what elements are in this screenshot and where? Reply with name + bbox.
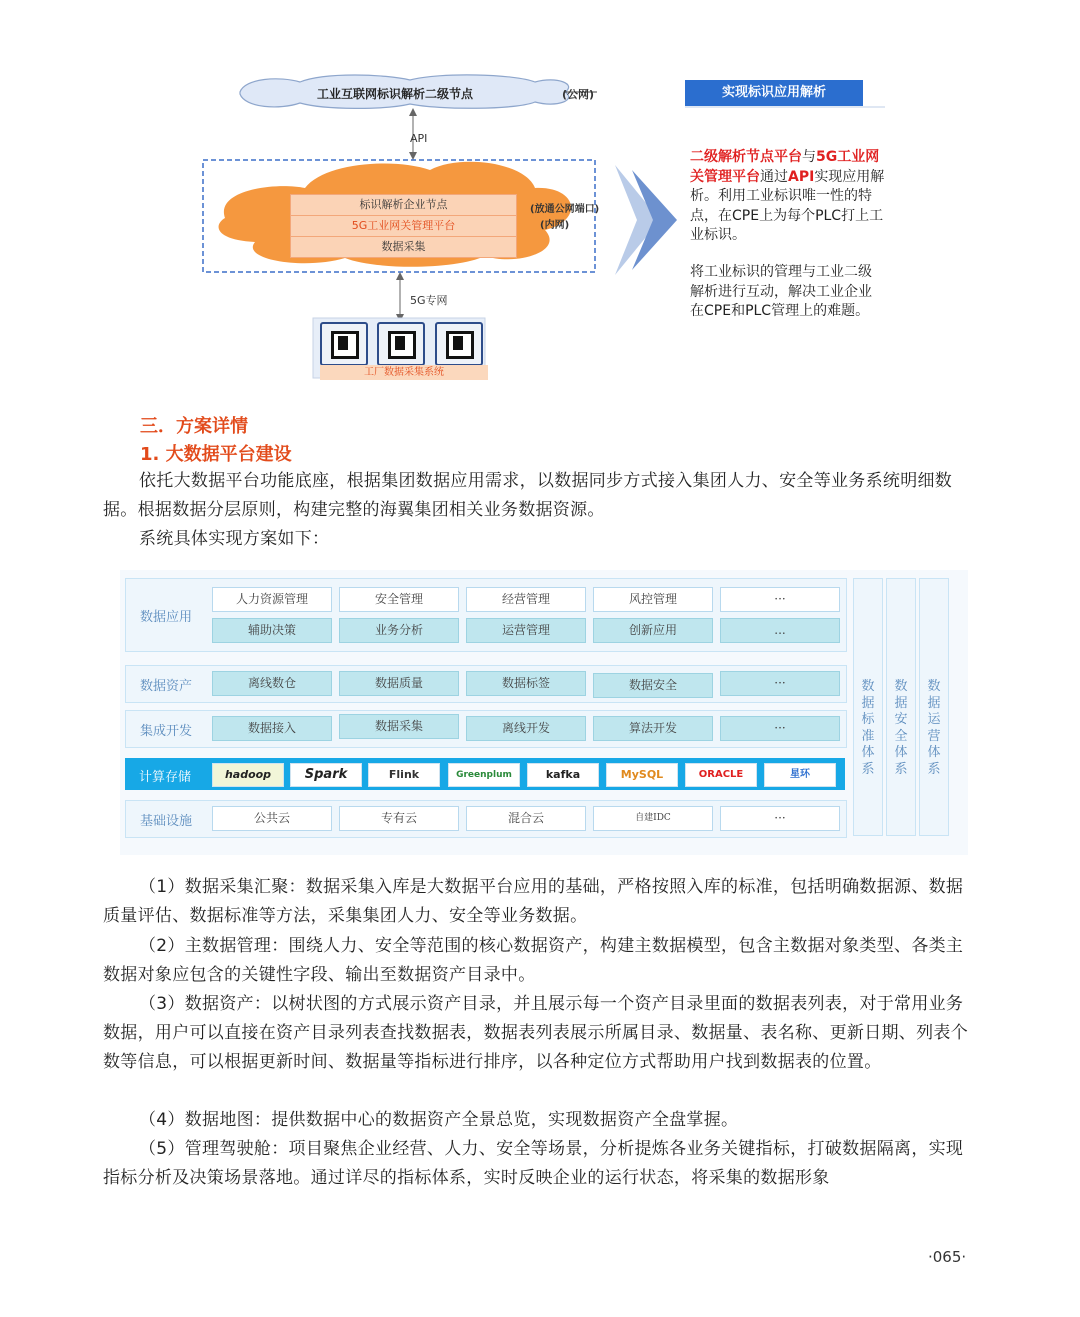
cell: 数据安全 [593, 673, 713, 698]
cell: 离线开发 [466, 716, 586, 741]
column-label: 数据运营体系 [927, 679, 941, 777]
cell: 辅助决策 [212, 618, 332, 643]
card-paragraph-1 [690, 148, 885, 246]
paragraph-5 [103, 1135, 978, 1193]
cell: 公共云 [212, 806, 332, 831]
cell: ··· [720, 587, 840, 612]
card-paragraph-2: 将工业标识的管理与工业二级解析进行互动，解决工业企业在CPE和PLC管理上的难题。 [690, 264, 872, 319]
row-label: 数据应用 [140, 610, 193, 625]
cell: 创新应用 [593, 618, 713, 643]
cell: ··· [720, 671, 840, 696]
cell: ··· [720, 716, 840, 741]
server-icon [435, 322, 483, 366]
cell: 风控管理 [593, 587, 713, 612]
card-rest: 实现应用解析。利用工业标识唯一性的特点，在CPE上为每个PLC打上工业标识。 [690, 168, 885, 243]
column-data-standard [853, 578, 883, 836]
bar-data-collection: 数据采集 [290, 236, 517, 258]
cell: 数据采集 [339, 714, 459, 739]
intro-paragraph [103, 467, 978, 525]
cell: 数据接入 [212, 716, 332, 741]
cell: 安全管理 [339, 587, 459, 612]
paragraph-text: （2）主数据管理：围绕人力、安全等范围的核心数据资产，构建主数据模型，包含主数据对象类型、各类主数据对象应包含的关键性字段、输出至数据资产目录中。 [103, 936, 964, 985]
cloud-title: 工业互联网标识解析二级节点 [316, 87, 473, 101]
cell: ... [720, 618, 840, 643]
intro-paragraph-2 [103, 525, 978, 554]
bar-5g-gateway: 5G工业网关管理平台 [290, 215, 517, 237]
row-label: 数据资产 [140, 679, 193, 694]
row-label: 计算存储 [139, 770, 192, 785]
cell: 数据质量 [339, 671, 459, 696]
greenplum-logo: Greenplum [448, 763, 520, 787]
kafka-logo: kafka [527, 763, 599, 787]
card-red-3: API [788, 168, 815, 185]
intranet-note: (内网) [540, 220, 570, 231]
paragraph-text: （3）数据资产：以树状图的方式展示资产目录，并且展示每一个资产目录里面的数据表列表，对于常用业务数据，用户可以直接在资产目录列表查找数据表，数据表列表展示所属目录、数据量、表名称、更新日期、列表个数等信息，可以根据更新时间、数据量等指标进行排序，以各种定位方式帮助用户找到数据表的位置。 [103, 994, 968, 1072]
row-label: 基础设施 [140, 814, 193, 829]
factory-label: 工厂数据采集系统 [320, 365, 488, 380]
paragraph-2 [103, 932, 978, 990]
api-label: API [410, 132, 428, 145]
paragraph-4 [103, 1106, 978, 1135]
paragraph-text: （1）数据采集汇聚：数据采集入库是大数据平台应用的基础，严格按照入库的标准，包括明确数据源、数据质量评估、数据标准等方法，采集集团人力、安全等业务数据。 [103, 877, 964, 926]
cell: 数据标签 [466, 671, 586, 696]
card-title: 实现标识应用解析 [685, 80, 863, 106]
public-net-label: (公网) [562, 88, 595, 101]
server-icon [377, 322, 425, 366]
column-label: 数据标准体系 [861, 679, 875, 777]
flink-logo: Flink [368, 763, 440, 787]
cell: 业务分析 [339, 618, 459, 643]
cell: 算法开发 [593, 716, 713, 741]
sub-heading: 1. 大数据平台建设 [140, 444, 292, 465]
paragraph-1 [103, 873, 978, 931]
cell: 混合云 [466, 806, 586, 831]
intro-text: 依托大数据平台功能底座，根据集团数据应用需求，以数据同步方式接入集团人力、安全等业务系统明细数据。根据数据分层原则，构建完整的海翼集团相关业务数据资源。 [103, 471, 953, 520]
column-label: 数据安全体系 [894, 679, 908, 777]
cell: 自建IDC [593, 806, 713, 831]
section-heading: 三．方案详情 [140, 416, 248, 437]
bar-enterprise-node: 标识解析企业节点 [290, 194, 517, 216]
mysql-logo: MySQL [606, 763, 678, 787]
server-icon [320, 322, 368, 366]
column-data-security [886, 578, 916, 836]
card-mid-1: 与 [802, 149, 816, 165]
cell: 专有云 [339, 806, 459, 831]
card-red-1: 二级解析节点平台 [690, 149, 802, 165]
cell: 运营管理 [466, 618, 586, 643]
cell: 离线数仓 [212, 671, 332, 696]
card-divider [685, 106, 885, 108]
card-red-2: 5G工业网关管理平台 [690, 149, 880, 185]
private-net-label: 5G专网 [410, 294, 448, 307]
transwarp-logo: 星环 [764, 763, 836, 787]
paragraph-3 [103, 990, 978, 1077]
hadoop-logo: hadoop [212, 763, 284, 787]
cell: 人力资源管理 [212, 587, 332, 612]
cell: 经营管理 [466, 587, 586, 612]
card-mid-2: 通过 [760, 168, 788, 185]
column-data-operation [919, 578, 949, 836]
spark-logo: Spark [290, 763, 362, 787]
page-number: ·065· [928, 1248, 967, 1266]
port-note: (放通公网端口) [530, 204, 600, 215]
row-label: 集成开发 [140, 724, 193, 739]
cell: ··· [720, 806, 840, 831]
oracle-logo: ORACLE [685, 763, 757, 787]
intro2-text: 系统具体实现方案如下： [139, 529, 330, 549]
paragraph-text: （4）数据地图：提供数据中心的数据资产全景总览，实现数据资产全盘掌握。 [139, 1110, 739, 1130]
paragraph-text: （5）管理驾驶舱：项目聚焦企业经营、人力、安全等场景，分析提炼各业务关键指标，打破数据隔离，实现指标分析及决策场景落地。通过详尽的指标体系，实时反映企业的运行状态，将采集的数据形象 [103, 1139, 964, 1188]
